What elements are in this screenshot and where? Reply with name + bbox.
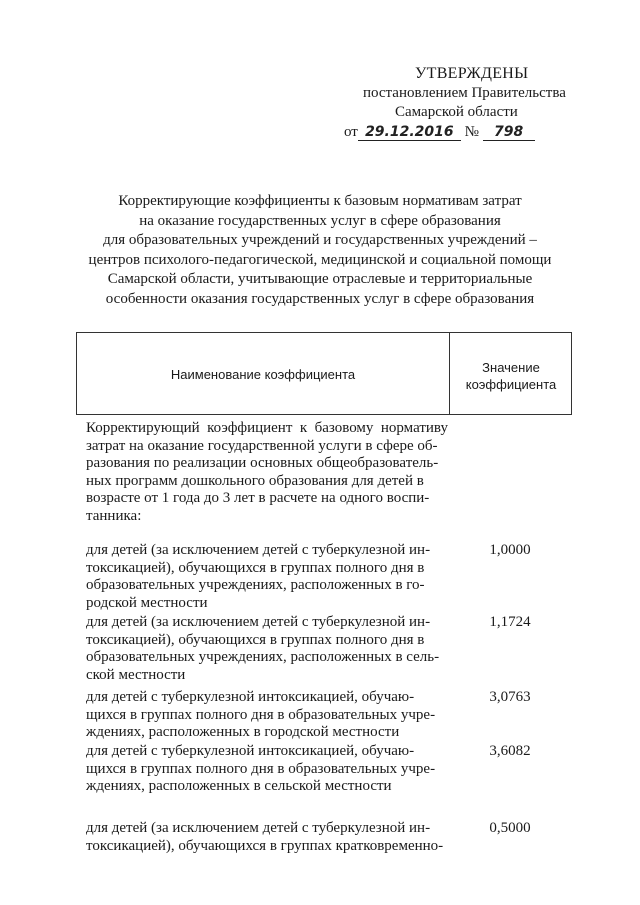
handwritten-number: 798: [483, 124, 535, 141]
handwritten-date: 29.12.2016: [358, 124, 461, 141]
coefficient-value: 3,0763: [489, 689, 531, 705]
value-header-line-2: коэффициента: [465, 377, 557, 392]
row-line: ской местности: [86, 666, 186, 683]
intro-line: ных программ дошкольного образования для детей в: [86, 472, 424, 489]
row-line: токсикацией), обучающихся в группах полного дня в: [86, 559, 425, 576]
row-line: ждениях, расположенных в сельской местности: [86, 778, 392, 794]
approval-title: УТВЕРЖДЕНЫ: [415, 65, 529, 82]
heading-line: для образовательных учреждений и государственных учреждений –: [103, 232, 537, 248]
from-label: от: [344, 124, 358, 140]
row-line: для детей (за исключением детей с туберкулезной ин-: [86, 542, 431, 558]
intro-paragraph: [86, 420, 448, 525]
row-line: ждениях, расположенных в городской местности: [86, 724, 400, 740]
row-line: для детей с туберкулезной интоксикацией, обучаю-: [86, 689, 415, 705]
intro-line: танника:: [86, 507, 142, 524]
row-line: для детей (за исключением детей с туберкулезной ин-: [86, 820, 431, 836]
row-line: щихся в группах полного дня в образовательных учре-: [86, 706, 436, 723]
table-row: [86, 614, 448, 684]
intro-line: затрат на оказание государственной услуги в сфере об-: [86, 437, 438, 454]
intro-line: возрасте от 1 года до 3 лет в расчете на одного воспи-: [86, 490, 430, 506]
approval-line-1: постановлением Правительства: [363, 85, 566, 101]
row-line: для детей с туберкулезной интоксикацией, обучаю-: [86, 743, 415, 759]
table-row: [86, 689, 448, 742]
row-line: для детей (за исключением детей с туберкулезной ин-: [86, 614, 431, 630]
coefficient-value: 3,6082: [489, 743, 531, 759]
row-line: родской местности: [86, 594, 208, 611]
table-row: [86, 743, 448, 796]
heading-line: особенности оказания государственных услуг в сфере образования: [105, 290, 535, 307]
heading-line: центров психолого-педагогической, медицинской и социальной помощи: [88, 251, 552, 268]
coefficient-value: 0,5000: [489, 820, 531, 836]
heading-line: Самарской области, учитывающие отраслевые и территориальные: [107, 271, 533, 287]
coefficient-value-header: [450, 359, 572, 393]
coefficient-value: 1,1724: [489, 614, 531, 630]
document-heading: [70, 192, 570, 309]
row-line: токсикацией), обучающихся в группах кратковременно-: [86, 837, 444, 854]
table-header: [76, 332, 572, 415]
approval-line-2: Самарской области: [395, 104, 518, 120]
number-label: №: [464, 124, 479, 140]
coefficient-name-header: Наименование коэффициента: [170, 367, 356, 382]
intro-line: разования по реализации основных общеобразователь-: [86, 455, 439, 471]
coefficient-value: 1,0000: [489, 542, 531, 558]
row-line: образовательных учреждениях, расположенных в го-: [86, 577, 425, 593]
row-line: щихся в группах полного дня в образовательных учре-: [86, 760, 436, 777]
value-header-line-1: Значение: [482, 360, 540, 375]
heading-line: Корректирующие коэффициенты к базовым нормативам затрат: [118, 193, 522, 209]
heading-line: на оказание государственных услуг в сфере образования: [139, 212, 501, 229]
table-row: [86, 542, 448, 612]
approval-date-number: [344, 123, 535, 142]
table-row: [86, 820, 448, 855]
row-line: образовательных учреждениях, расположенных в сель-: [86, 649, 440, 665]
row-line: токсикацией), обучающихся в группах полного дня в: [86, 631, 425, 648]
intro-line: Корректирующий коэффициент к базовому нормативу: [86, 420, 448, 436]
